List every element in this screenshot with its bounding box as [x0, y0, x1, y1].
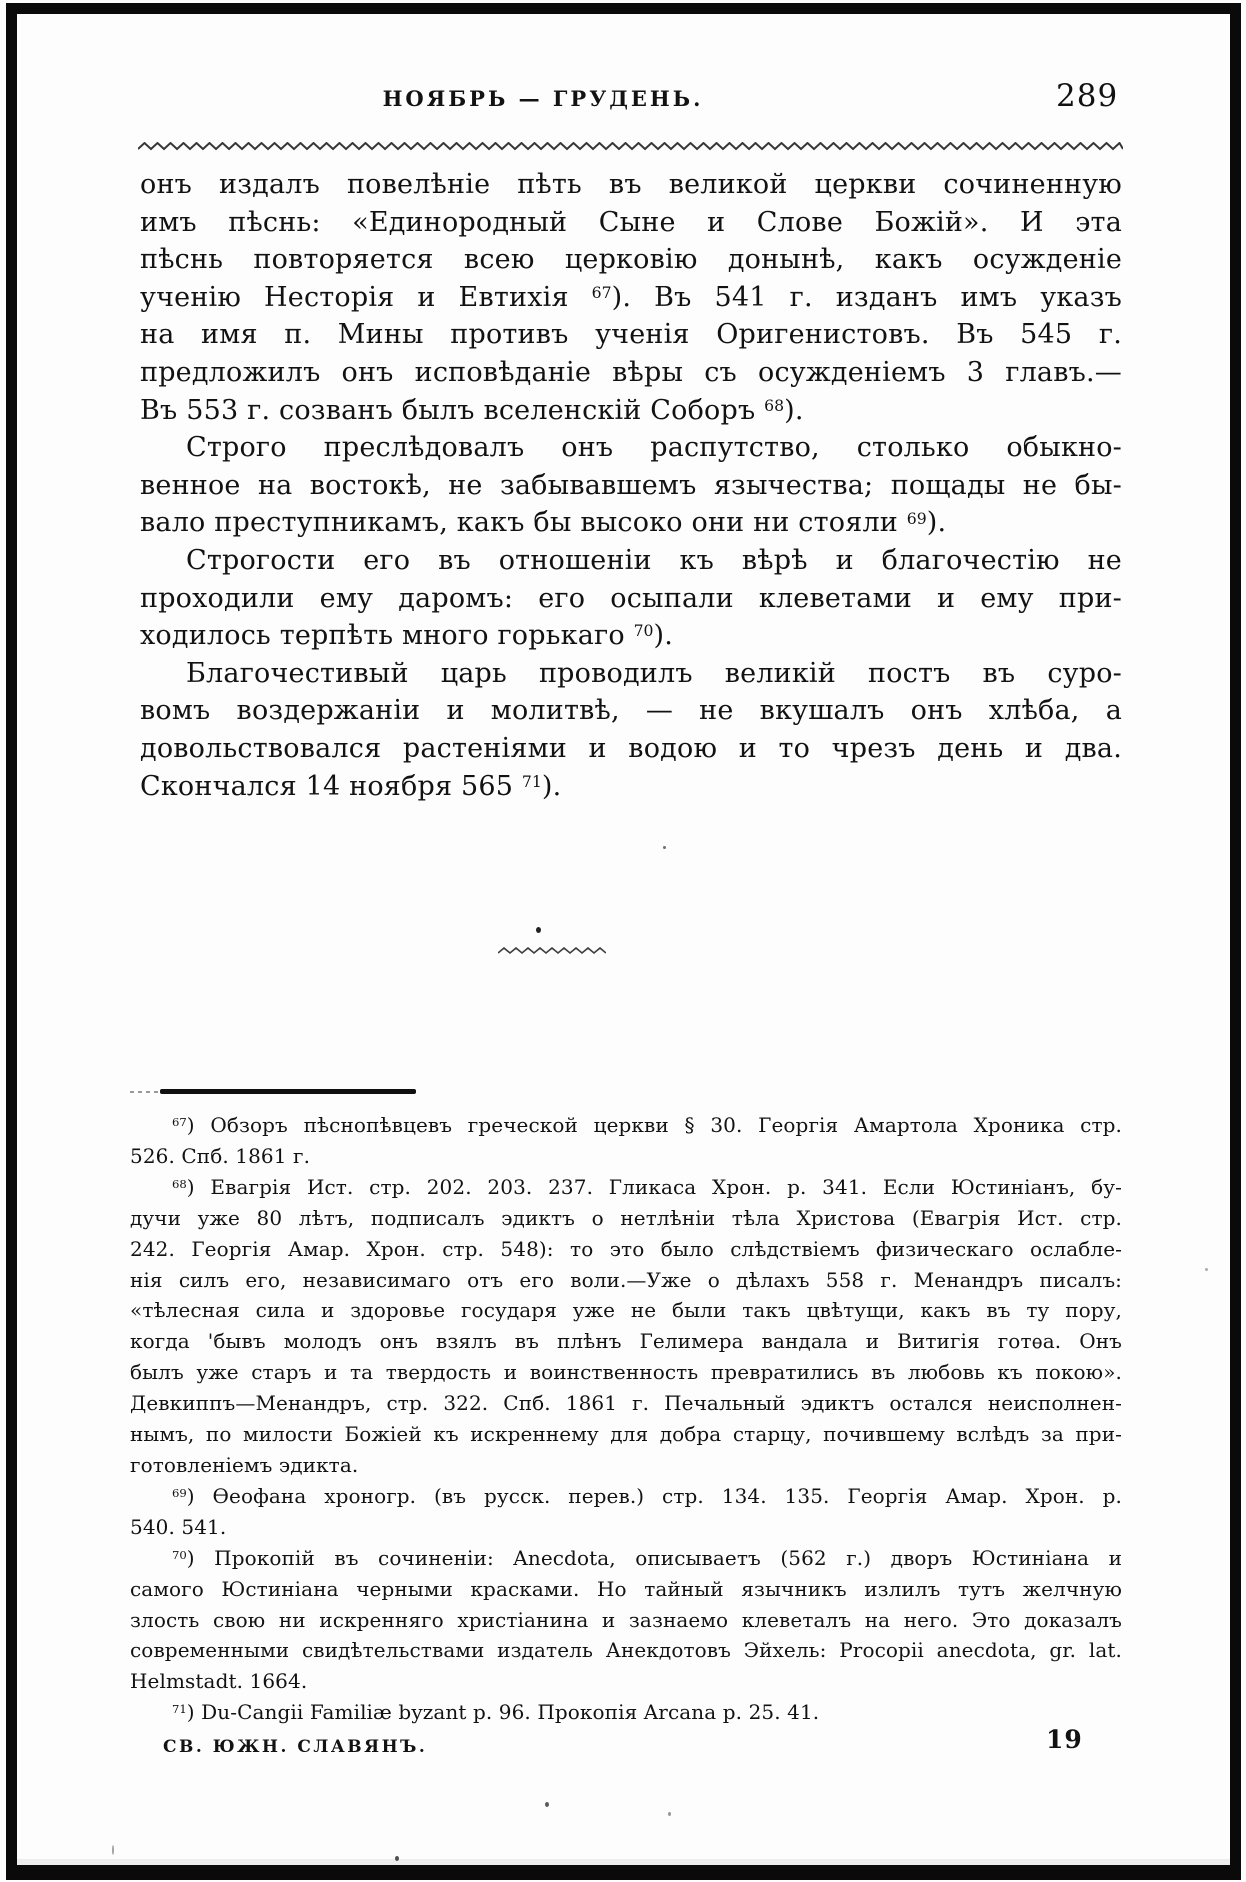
- body-line: вомъ воздержаніи и молитвѣ, — не вкушалъ онъ хлѣба, а: [140, 695, 1122, 727]
- body-line: имъ пѣснь: «Единородный Сыне и Слове Божій». И эта: [140, 206, 1122, 238]
- footnote-line: нія силъ его, независимаго отъ его воли.—Уже о дѣлахъ 558 г. Менандръ писалъ:: [130, 1267, 1122, 1292]
- footnote-line: злость свою ни искренняго христіанина и зазнаемо клеветалъ на него. Это доказалъ: [130, 1607, 1122, 1632]
- body-line: Строгости его въ отношеніи къ вѣрѣ и благочестію не: [186, 544, 1122, 576]
- section-break-dot: [536, 927, 541, 933]
- footnote-line: 526. Спб. 1861 г.: [130, 1143, 311, 1168]
- footnote-separator-bar: [160, 1089, 416, 1094]
- body-line: предложилъ онъ исповѣданіе вѣры съ осужденіемъ 3 главъ.—: [140, 356, 1122, 388]
- sheet-number: 19: [1046, 1725, 1083, 1754]
- body-line: ученію Несторія и Евтихія $^{67}$). Въ 541 г. изданъ имъ указъ: [140, 281, 1122, 313]
- footnote-line: $^{68}$) Евагрія Ист. стр. 202. 203. 237. Гликаса Хрон. р. 341. Если Юстиніанъ, бу-: [172, 1174, 1122, 1199]
- body-line: Скончался 14 ноября 565 $^{71}$).: [140, 770, 562, 802]
- section-break-wavy-rule-icon: [498, 947, 606, 955]
- scan-speck: [545, 1802, 549, 1807]
- footnote-line: былъ уже старъ и та твердость и воинственность превратились въ любовь къ покою».: [130, 1360, 1122, 1385]
- footnotes: [130, 1110, 1122, 1728]
- body-line: довольствовался растеніями и водою и то чрезъ день и два.: [140, 732, 1122, 764]
- running-title: НОЯБРЬ — ГРУДЕНЬ.: [382, 86, 704, 111]
- footnote-separator: [130, 1089, 416, 1094]
- footnote-line: $^{69}$) Ѳеофана хроногр. (въ русск. перев.) стр. 134. 135. Георгія Амар. Хрон. р.: [172, 1483, 1122, 1508]
- scan-edge-shadow: [17, 1859, 1230, 1865]
- scan-speck: [395, 1856, 399, 1861]
- scan-speck: [663, 846, 666, 849]
- body-line: онъ издалъ повелѣніе пѣть въ великой церкви сочиненную: [140, 169, 1122, 200]
- body-line: Благочестивый царь проводилъ великій постъ въ суро-: [186, 657, 1122, 689]
- scan-speck: [112, 1845, 114, 1855]
- body-line: Въ 553 г. созванъ былъ вселенскій Соборъ $^{68}$).: [140, 394, 804, 426]
- series-signature: СВ. ЮЖН. СЛАВЯНЪ.: [163, 1737, 428, 1757]
- footnote-line: Девкиппъ—Менандръ, стр. 322. Спб. 1861 г. Печальный эдиктъ остался неисполнен-: [130, 1391, 1122, 1416]
- scan-speck: [1205, 1268, 1208, 1271]
- header-wavy-rule-icon: [138, 142, 1123, 151]
- body-line: на имя п. Мины противъ ученія Оригенистовъ. Въ 545 г.: [140, 319, 1122, 351]
- footnote-line: $^{71}$) Du-Cangii Familiæ byzant p. 96. Прокопія Arcana p. 25. 41.: [172, 1700, 820, 1725]
- body-line: пѣснь повторяется всею церковію донынѣ, какъ осужденіе: [140, 244, 1122, 276]
- body-line: ходилось терпѣть много горькаго $^{70}$).: [140, 620, 674, 652]
- body-line: венное на востокѣ, не забывавшемъ язычества; пощады не бы-: [140, 469, 1122, 501]
- footnote-line: нымъ, по милости Божіей къ искреннему для добра старцу, почившему вслѣдъ за при-: [130, 1422, 1122, 1447]
- footnote-line: 242. Георгія Амар. Хрон. стр. 548): то это было слѣдствіемъ физическаго ослабле-: [130, 1236, 1122, 1261]
- footnote-line: «тѣлесная сила и здоровье государя уже не были такъ цвѣтущи, какъ въ ту пору,: [130, 1298, 1122, 1323]
- footnote-line: Helmstadt. 1664.: [130, 1669, 308, 1694]
- body-line: проходили ему даромъ: его осыпали клеветами и ему при-: [140, 582, 1122, 614]
- footnote-line: $^{67}$) Обзоръ пѣснопѣвцевъ греческой церкви § 30. Георгія Амартола Хроника стр.: [172, 1113, 1122, 1137]
- footnote-line: когда 'бывъ молодъ онъ взялъ въ плѣнъ Гелимера вандала и Витигія готѳа. Онъ: [130, 1329, 1122, 1354]
- footnote-line: $^{70}$) Прокопій въ сочиненіи: Anecdota, описываетъ (562 г.) дворъ Юстиніана и: [172, 1545, 1122, 1570]
- scan-speck: [668, 1812, 671, 1816]
- page-number: 289: [1056, 78, 1119, 114]
- footnote-line: готовленіемъ эдикта.: [130, 1452, 359, 1477]
- footnote-line: современными свидѣтельствами издатель Анекдотовъ Эйхель: Procopii anecdota, gr. lat.: [130, 1638, 1122, 1663]
- body-line: вало преступникамъ, какъ бы высоко они ни стояли $^{69}$).: [140, 507, 947, 539]
- footnote-separator-lead: [130, 1091, 164, 1093]
- footnote-line: дучи уже 80 лѣтъ, подписалъ эдиктъ о нетлѣніи тѣла Христова (Евагрія Ист. стр.: [130, 1205, 1122, 1230]
- footnote-line: 540. 541.: [130, 1514, 227, 1539]
- body-text: [140, 166, 1122, 805]
- footnote-line: самого Юстиніана черными красками. Но тайный язычникъ излилъ тутъ желчную: [130, 1576, 1122, 1601]
- body-line: Строго преслѣдовалъ онъ распутство, столько обыкно-: [186, 432, 1122, 464]
